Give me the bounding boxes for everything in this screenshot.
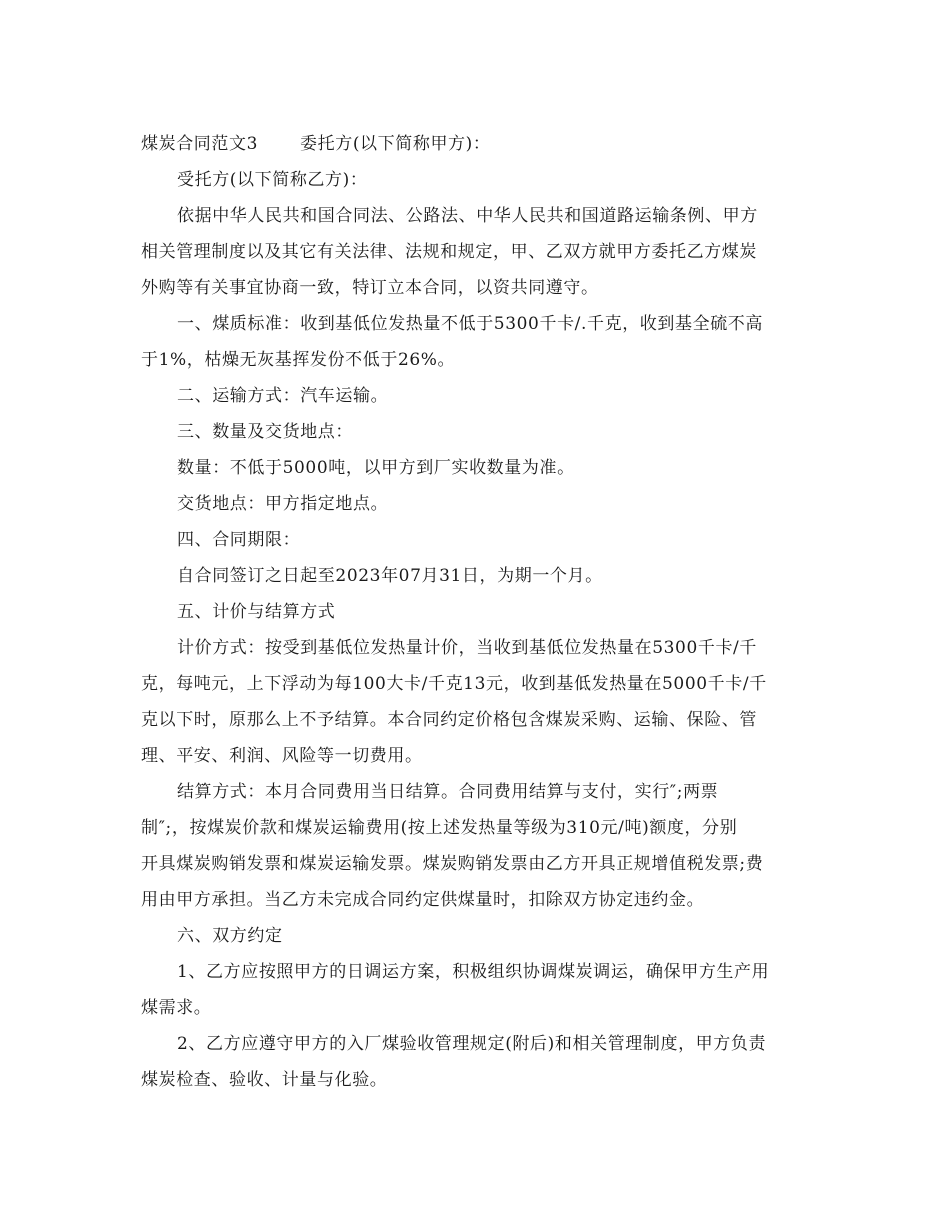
party-b-line: 受托方(以下简称乙方)： bbox=[177, 170, 368, 190]
term-line: 自合同签订之日起至2023年07月31日，为期一个月。 bbox=[177, 566, 603, 586]
pricing-line-4: 理、平安、利润、风险等一切费用。 bbox=[141, 746, 423, 766]
settlement-line-3: 开具煤炭购销发票和煤炭运输发票。煤炭购销发票由乙方开具正规增值税发票;费 bbox=[141, 854, 764, 874]
clause-5-heading: 五、计价与结算方式 bbox=[177, 602, 336, 622]
document-title: 煤炭合同范文3 bbox=[141, 134, 259, 154]
clause-1-line-1: 一、煤质标准：收到基低位发热量不低于5300千卡/.千克，收到基全硫不高 bbox=[177, 314, 763, 334]
settlement-line-2: 制″;，按煤炭价款和煤炭运输费用(按上述发热量等级为310元/吨)额度，分别 bbox=[141, 818, 738, 838]
clause-1-line-2: 于1%，枯燥无灰基挥发份不低于26%。 bbox=[141, 350, 456, 370]
agreement-1-line-1: 1、乙方应按照甲方的日调运方案，积极组织协调煤炭调运，确保甲方生产用 bbox=[177, 962, 770, 982]
clause-6-heading: 六、双方约定 bbox=[177, 926, 283, 946]
clause-3-heading: 三、数量及交货地点： bbox=[177, 422, 353, 442]
pricing-line-1: 计价方式：按受到基低位发热量计价，当收到基低位发热量在5300千卡/千 bbox=[177, 638, 757, 658]
delivery-location-line: 交货地点：甲方指定地点。 bbox=[177, 494, 389, 514]
clause-2-heading: 二、运输方式：汽车运输。 bbox=[177, 386, 389, 406]
quantity-line: 数量：不低于5000吨，以甲方到厂实收数量为准。 bbox=[177, 458, 575, 478]
preamble-line-2: 相关管理制度以及其它有关法律、法规和规定，甲、乙双方就甲方委托乙方煤炭 bbox=[141, 242, 757, 262]
preamble-line-1: 依据中华人民共和国合同法、公路法、中华人民共和国道路运输条例、甲方 bbox=[177, 206, 758, 226]
settlement-line-4: 用由甲方承担。当乙方未完成合同约定供煤量时，扣除双方协定违约金。 bbox=[141, 890, 705, 910]
clause-4-heading: 四、合同期限： bbox=[177, 530, 301, 550]
party-a-line: 委托方(以下简称甲方)： bbox=[300, 134, 491, 154]
agreement-2-line-2: 煤炭检查、验收、计量与化验。 bbox=[141, 1070, 388, 1090]
pricing-line-3: 克以下时，原那么上不予结算。本合同约定价格包含煤炭采购、运输、保险、管 bbox=[141, 710, 757, 730]
preamble-line-3: 外购等有关事宜协商一致，特订立本合同，以资共同遵守。 bbox=[141, 278, 599, 298]
agreement-2-line-1: 2、乙方应遵守甲方的入厂煤验收管理规定(附后)和相关管理制度，甲方负责 bbox=[177, 1034, 767, 1054]
agreement-1-line-2: 煤需求。 bbox=[141, 998, 212, 1018]
settlement-line-1: 结算方式：本月合同费用当日结算。合同费用结算与支付，实行″;两票 bbox=[177, 782, 719, 802]
title-line bbox=[141, 133, 490, 155]
pricing-line-2: 克，每吨元，上下浮动为每100大卡/千克13元，收到基低发热量在5000千卡/千 bbox=[141, 674, 767, 694]
